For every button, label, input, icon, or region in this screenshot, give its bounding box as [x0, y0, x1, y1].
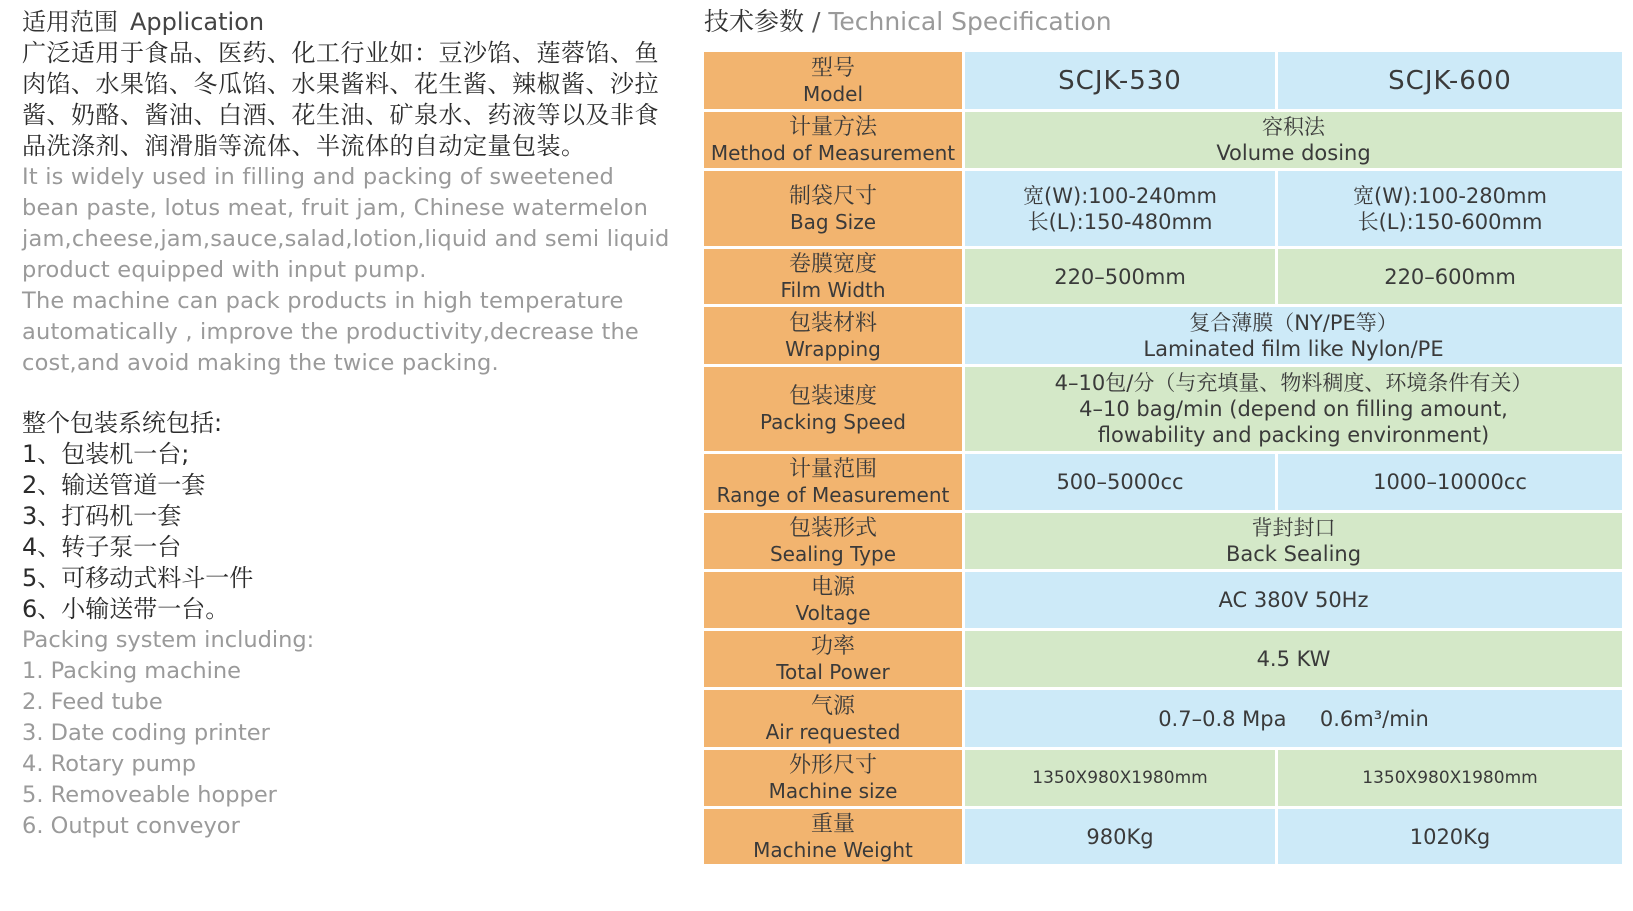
table-row [704, 307, 1622, 364]
measurement-method-value [965, 112, 1622, 168]
label-en: Machine size [768, 779, 898, 803]
value-line: 宽(W):100-280mm [1353, 183, 1547, 208]
weight-600: 1020Kg [1278, 809, 1622, 864]
model-530: SCJK-530 [965, 52, 1275, 109]
label-en: Air requested [765, 719, 901, 744]
table-row [704, 631, 1622, 687]
row-label [704, 171, 962, 246]
weight-530: 980Kg [965, 809, 1275, 864]
value-line: 4–10包/分（与充填量、物料稠度、环境条件有关） [1054, 371, 1533, 395]
application-heading [22, 6, 672, 38]
air-value: 0.7–0.8 Mpa 0.6m³/min [965, 690, 1622, 747]
label-en: Model [802, 81, 864, 106]
table-row [704, 809, 1622, 864]
value-line: Back Sealing [1225, 542, 1362, 566]
value-line: 容积法 [1262, 115, 1325, 139]
label-cn: 外形尺寸 [788, 753, 877, 778]
table-row [704, 572, 1622, 628]
label-en: Wrapping [785, 336, 881, 361]
table-row [704, 112, 1622, 168]
row-label [704, 572, 962, 628]
value-line: 4–10 bag/min (depend on filling amount, [1079, 397, 1508, 421]
voltage-value: AC 380V 50Hz [965, 572, 1622, 628]
row-label [704, 454, 962, 510]
label-en: Film Width [780, 277, 886, 302]
table-row [704, 513, 1622, 569]
row-label [704, 249, 962, 304]
system-title-cn: 整个包装系统包括: [22, 409, 223, 437]
value-line: 背封封口 [1251, 516, 1336, 540]
system-title-en: Packing system including: [22, 627, 315, 653]
bag-size-600 [1278, 171, 1622, 246]
label-cn: 电源 [810, 575, 855, 600]
list-item: 5. Removeable hopper [22, 782, 277, 808]
list-item: 6. Output conveyor [22, 813, 240, 839]
list-item: 1、包装机一台; [22, 440, 190, 468]
wrapping-value [965, 307, 1622, 364]
value-line: flowability and packing environment) [1097, 423, 1490, 447]
row-label [704, 367, 962, 451]
range-530: 500–5000cc [965, 454, 1275, 510]
label-cn: 计量范围 [788, 457, 877, 482]
spec-title-cn: 技术参数 [704, 7, 805, 36]
list-item: 3、打码机一套 [22, 502, 182, 530]
film-width-600: 220–600mm [1278, 249, 1622, 304]
label-cn: 卷膜宽度 [788, 251, 877, 277]
list-item: 4、转子泵一台 [22, 533, 182, 561]
model-600: SCJK-600 [1278, 52, 1622, 109]
label-en: Method of Measurement [710, 141, 956, 165]
list-item: 2. Feed tube [22, 689, 163, 715]
label-cn: 包装形式 [788, 516, 877, 541]
table-row [704, 454, 1622, 510]
label-en: Machine Weight [753, 837, 913, 862]
label-cn: 气源 [810, 693, 855, 719]
value-line: 复合薄膜（NY/PE等） [1189, 310, 1398, 335]
list-item: 3. Date coding printer [22, 720, 270, 746]
row-label [704, 112, 962, 168]
list-item: 6、小输送带一台。 [22, 595, 230, 623]
value-line: Laminated film like Nylon/PE [1143, 336, 1444, 361]
list-item: 4. Rotary pump [22, 751, 197, 777]
system-list-cn [22, 439, 672, 625]
label-en: Range of Measurement [716, 483, 950, 507]
label-cn: 制袋尺寸 [788, 183, 877, 209]
row-label [704, 631, 962, 687]
value-line: Volume dosing [1216, 141, 1371, 165]
range-600: 1000–10000cc [1278, 454, 1622, 510]
list-item: 2、输送管道一套 [22, 471, 206, 499]
label-cn: 型号 [810, 55, 855, 81]
application-title-cn: 适用范围 [22, 8, 118, 36]
row-label [704, 52, 962, 109]
application-description-cn: 广泛适用于食品、医药、化工行业如：豆沙馅、莲蓉馅、鱼肉馅、水果馅、冬瓜馅、水果酱料、花生酱、辣椒酱、沙拉酱、奶酪、酱油、白酒、花生油、矿泉水、药液等以及非食品洗涤剂、润滑脂等流体、半流体的自动定量包装。 [22, 39, 659, 160]
label-en: Packing Speed [760, 410, 906, 434]
label-en: Total Power [776, 660, 890, 684]
spec-table [701, 49, 1625, 867]
application-description-en-1: It is widely used in filling and packing of sweetened bean paste, lotus meat, fruit jam, Chinese watermelon jam,cheese,jam,sauce,salad,lotion,liquid and semi liquid product equipped with input pump. [22, 164, 670, 283]
value-line: 宽(W):100-240mm [1023, 183, 1217, 208]
sealing-type-value [965, 513, 1622, 569]
label-en: Sealing Type [769, 542, 897, 566]
system-list-en [22, 656, 672, 842]
table-row [704, 52, 1622, 109]
label-cn: 计量方法 [788, 115, 877, 140]
row-label [704, 750, 962, 806]
power-value: 4.5 KW [965, 631, 1622, 687]
label-cn: 重量 [810, 811, 855, 837]
spec-title-slash: / [804, 7, 829, 36]
table-row [704, 690, 1622, 747]
label-cn: 包装速度 [788, 384, 877, 409]
packing-speed-value [965, 367, 1622, 451]
value-line: 长(L):150-600mm [1357, 209, 1543, 234]
table-row [704, 367, 1622, 451]
machine-size-530: 1350X980X1980mm [965, 750, 1275, 806]
list-item: 5、可移动式料斗一件 [22, 564, 254, 592]
list-item: 1. Packing machine [22, 658, 242, 684]
table-row [704, 249, 1622, 304]
spec-heading [704, 6, 1112, 38]
row-label [704, 307, 962, 364]
spec-title-en: Technical Specification [828, 7, 1112, 36]
value-line: 长(L):150-480mm [1027, 209, 1213, 234]
label-en: Voltage [795, 601, 871, 625]
application-section [22, 6, 672, 842]
label-cn: 包装材料 [788, 310, 877, 336]
machine-size-600: 1350X980X1980mm [1278, 750, 1622, 806]
table-row [704, 171, 1622, 246]
row-label [704, 690, 962, 747]
row-label [704, 809, 962, 864]
table-row [704, 750, 1622, 806]
application-title-en: Application [130, 8, 265, 36]
label-en: Bag Size [789, 209, 877, 234]
label-cn: 功率 [810, 634, 855, 659]
bag-size-530 [965, 171, 1275, 246]
film-width-530: 220–500mm [965, 249, 1275, 304]
row-label [704, 513, 962, 569]
application-description-en-2: The machine can pack products in high temperature automatically , improve the productivity,decrease the cost,and avoid making the twice packing. [22, 288, 639, 376]
